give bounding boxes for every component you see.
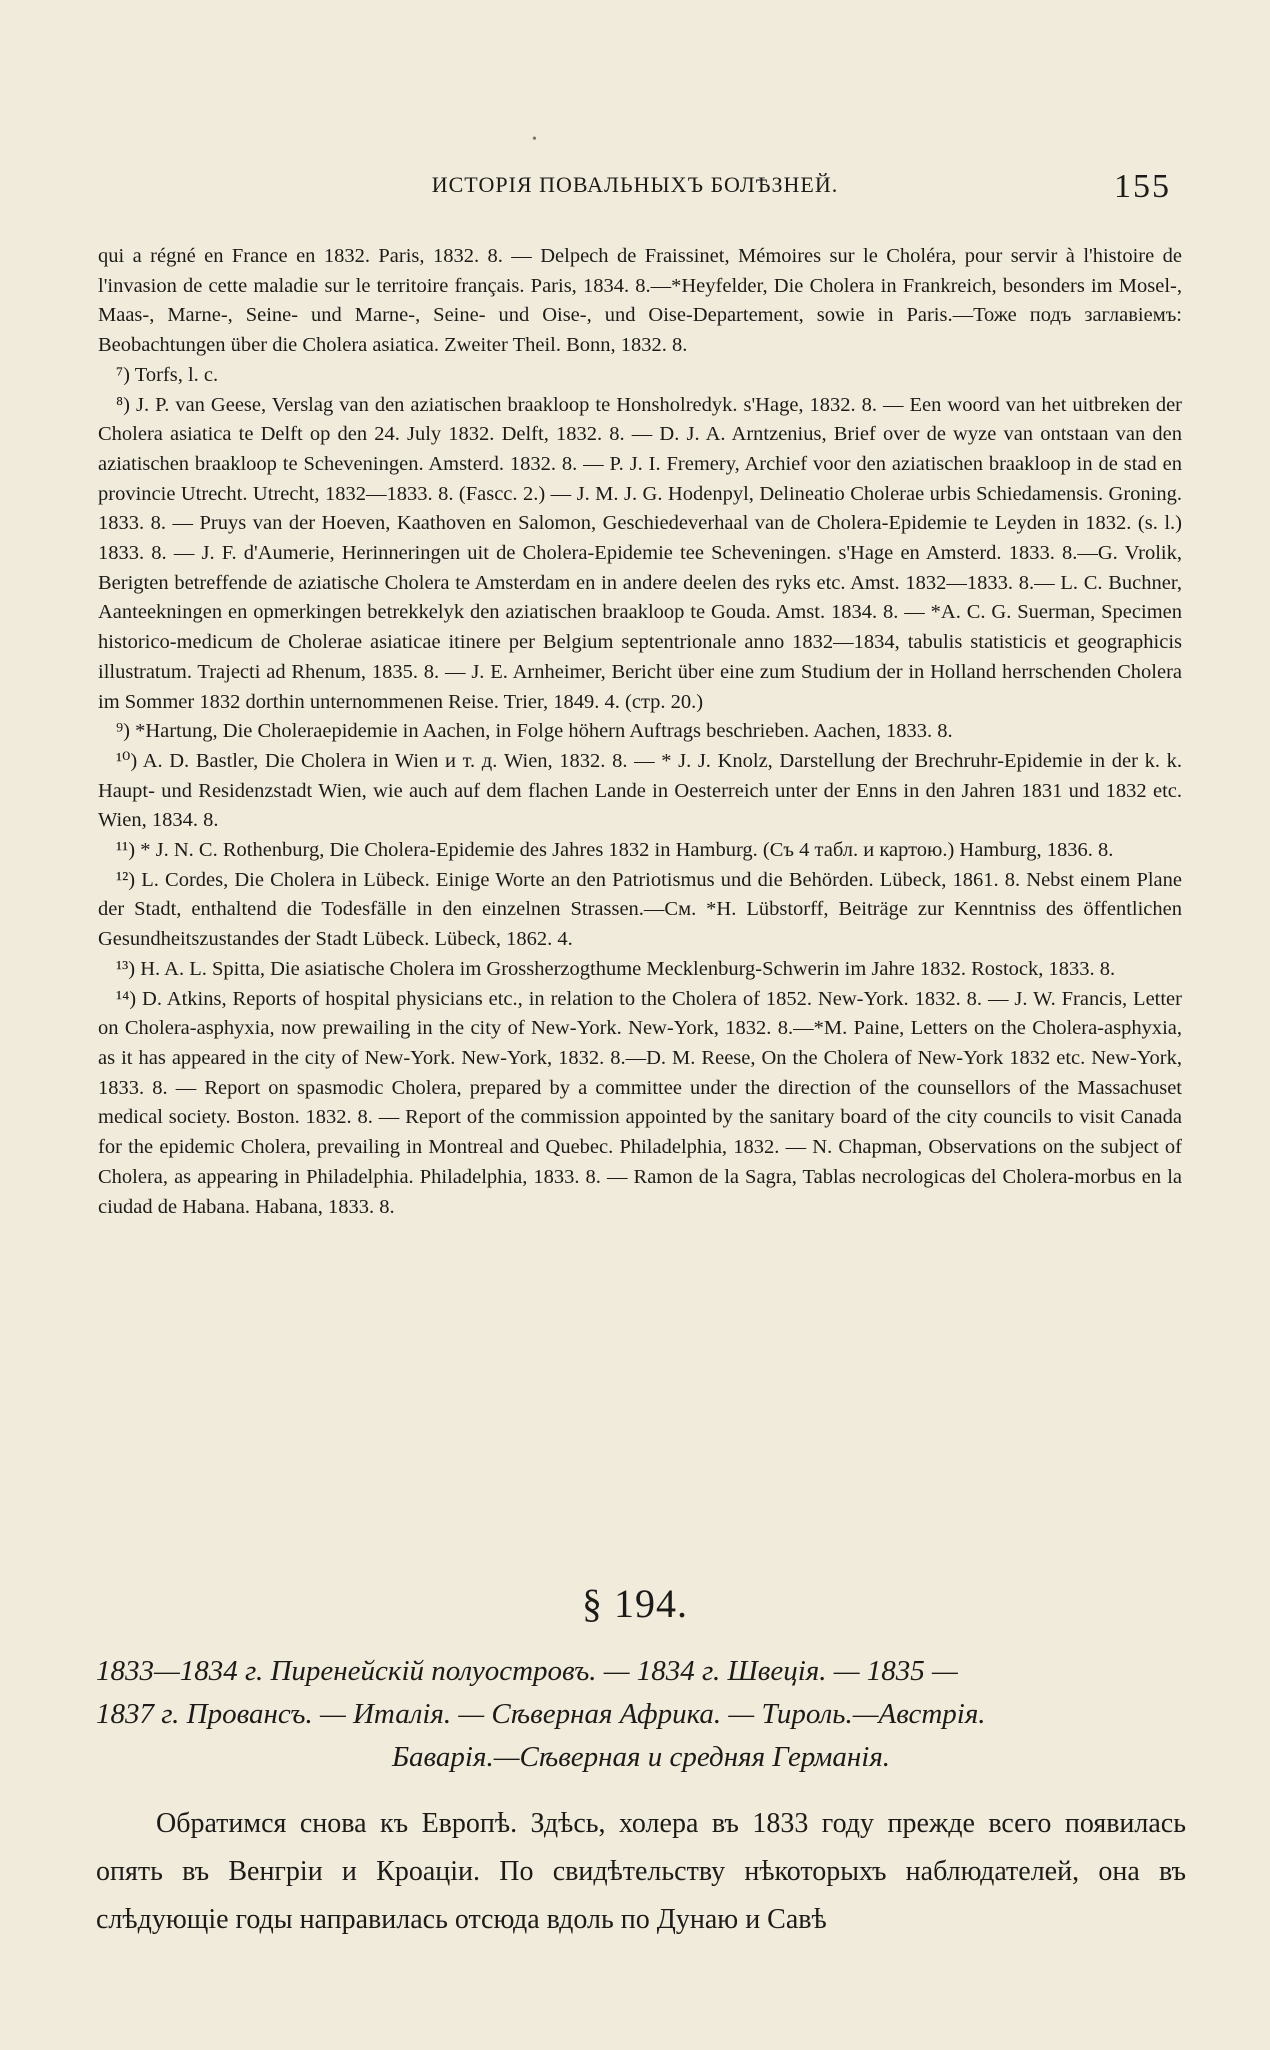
subtitle-line: Баварія.—Сѣверная и средняя Германія. (391, 1741, 891, 1773)
print-speck: • (532, 132, 537, 147)
footnote-7: ⁷) Torfs, l. c. (116, 363, 219, 386)
page-number: 155 (1114, 168, 1171, 205)
footnote-14: ¹⁴) D. Atkins, Reports of hospital physicians etc., in relation to the Cholera of 1852. New-York. 1832. 8. — J. W. Francis, Letter on Cholera-asphyxia, now prewailing in the city of New-York. New-York, 1832. 8.—*M. Paine, Letters on the Cholera-asphyxia, as it has appeared in the city of New-York. New-York, 1832. 8.—D. M. Reese, On the Cholera of New-York 1832 etc. New-York, 1833. 8. — Report on spasmodic Cholera, prepared by a committee under the direction of the counsellors of the Massachuset medical society. Boston. 1832. 8. — Report of the commission appointed by the sanitary board of the city councils to visit Canada for the epidemic Cholera, prevailing in Montreal and Quebec. Philadelphia, 1832. — N. Chapman, Observations on the subject of Cholera, as appearing in Philadelphia. Philadelphia, 1833. 8. — Ramon de la Sagra, Tablas necrologicas del Cholera-morbus en la ciudad de Habana. Habana, 1833. 8. (98, 987, 1182, 1218)
running-header (0, 168, 1270, 208)
running-title: ИСТОРІЯ ПОВАЛЬНЫХЪ БОЛѢЗНЕЙ. (431, 172, 839, 197)
section-subtitle (96, 1650, 1186, 1779)
subtitle-line: 1833—1834 г. Пиренейскій полуостровъ. — 1834 г. Швеція. — 1835 — (96, 1655, 958, 1687)
subtitle-line: 1837 г. Провансъ. — Италія. — Сѣверная Африка. — Тироль.—Австрія. (96, 1698, 986, 1730)
section-heading: § 194. (582, 1581, 688, 1626)
footnote-10: ¹⁰) A. D. Bastler, Die Cholera in Wien и т. д. Wien, 1832. 8. — * J. J. Knolz, Darstellung der Brechruhr-Epidemie in der k. k. Haupt- und Residenzstadt Wien, wie auch auf dem flachen Lande in Oesterreich unter der Enns in den Jahren 1831 und 1832 etc. Wien, 1834. 8. (98, 749, 1182, 832)
footnote-continuation: qui a régné en France en 1832. Paris, 1832. 8. — Delpech de Fraissinet, Mémoires sur le Choléra, pour servir à l'histoire de l'invasion de cette maladie sur le territoire français. Paris, 1834. 8.—*Heyfelder, Die Cholera in Frankreich, besonders im Mosel-, Maas-, Marne-, Seine- und Marne-, Seine- und Oise-, und Oise-Departement, sowie in Paris.—Тоже подъ заглавіемъ: Beobachtungen über die Cholera asiatica. Zweiter Theil. Bonn, 1832. 8. (98, 245, 1182, 357)
footnote-9: ⁹) *Hartung, Die Choleraepidemie in Aachen, in Folge höhern Auftrags beschrieben. Aachen, 1833. 8. (116, 720, 953, 743)
footnotes (98, 242, 1182, 1222)
footnote-12: ¹²) L. Cordes, Die Cholera in Lübeck. Einige Worte an den Patriotismus und die Behörden. Lübeck, 1861. 8. Nebst einem Plane der Stadt, enthaltend die Todesfälle in den einzelnen Strassen.—См. *H. Lübstorff, Beiträge zur Kenntniss des öffentlichen Gesundheitszustandes der Stadt Lübeck. Lübeck, 1862. 4. (98, 868, 1182, 951)
body-paragraph: Обратимся снова къ Европѣ. Здѣсь, холера въ 1833 году прежде всего появилась опять въ Венгріи и Кроаціи. По свидѣтельству нѣкоторыхъ наблюдателей, она въ слѣдующіе годы направилась отсюда вдоль по Дунаю и Савѣ (96, 1808, 1186, 1935)
footnote-13: ¹³) H. A. L. Spitta, Die asiatische Cholera im Grossherzogthume Mecklenburg-Schwerin im Jahre 1832. Rostock, 1833. 8. (116, 957, 1116, 980)
footnote-11: ¹¹) * J. N. C. Rothenburg, Die Cholera-Epidemie des Jahres 1832 in Hamburg. (Съ 4 табл. и картою.) Hamburg, 1836. 8. (116, 839, 1114, 862)
footnote-8: ⁸) J. P. van Geese, Verslag van den aziatischen braakloop te Honsholredyk. s'Hage, 1832. 8. — Een woord van het uitbreken der Cholera asiatica te Delft op den 24. July 1832. Delft, 1832. 8. — D. J. A. Arntzenius, Brief over de wyze van ontstaan van den aziatischen braakloop te Scheveningen. Amsterd. 1832. 8. — P. J. I. Fremery, Archief voor den aziatischen braakloop in de stad en provincie Utrecht. Utrecht, 1832—1833. 8. (Fascc. 2.) — J. M. J. G. Hodenpyl, Delineatio Cholerae urbis Schiedamensis. Groning. 1833. 8. — Pruys van der Hoeven, Kaathoven en Salomon, Geschiedeverhaal van de Cholera-Epidemie te Leyden in 1832. (s. l.) 1833. 8. — J. F. d'Aumerie, Herinneringen uit de Cholera-Epidemie tee Scheveningen. s'Hage en Amsterd. 1833. 8.—G. Vrolik, Berigten betreffende de aziatische Cholera te Amsterdam en in andere deelen des ryks etc. Amst. 1832—1833. 8.— L. C. Buchner, Aanteekningen en opmerkingen betrekkelyk den aziatischen braakloop te Gouda. Amst. 1834. 8. — *A. C. G. Suerman, Specimen historico-medicum de Cholerae asiaticae itinere per Belgium septentrionale anno 1832—1834, tabulis statisticis et geographicis illustratum. Trajecti ad Rhenum, 1835. 8. — J. E. Arnheimer, Bericht über eine zum Studium der in Holland herrschenden Cholera im Sommer 1832 dorthin unternommenen Reise. Trier, 1849. 4. (стр. 20.) (98, 393, 1182, 713)
